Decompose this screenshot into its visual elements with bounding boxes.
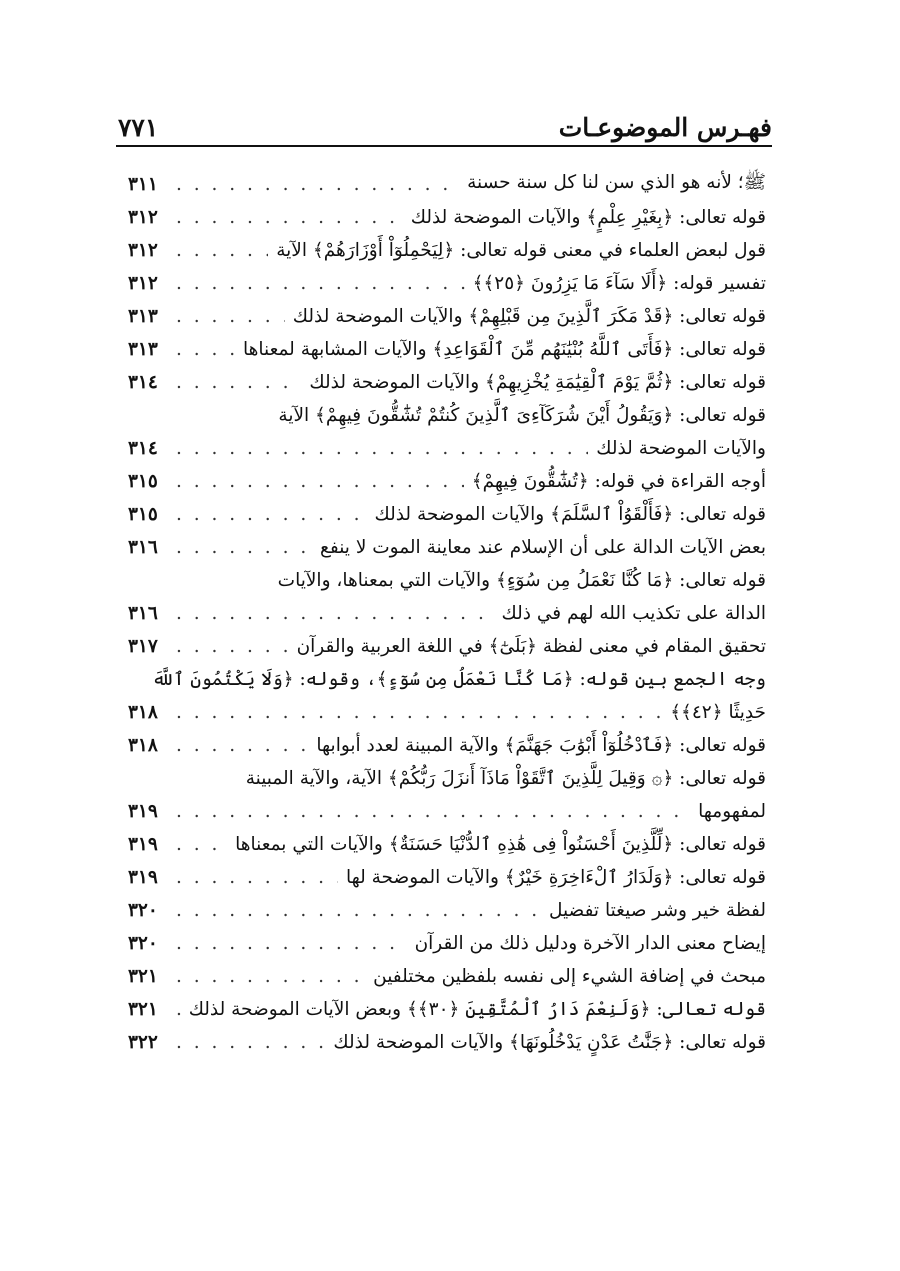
toc-entry	[128, 333, 766, 366]
leader-dots	[176, 603, 494, 624]
toc-entry	[128, 894, 766, 927]
toc-entry-page: ٣٢١	[128, 966, 158, 987]
page-header	[118, 98, 772, 142]
toc-entry-text: قوله تعالى: ﴿مَا كُنَّا نَعْمَلُ مِن سُوٓءٍ﴾ والآيات التي بمعناها، والآيات	[277, 570, 766, 591]
leader-dots	[176, 1032, 325, 1053]
leader-dots	[176, 900, 541, 921]
toc-entry-page: ٣١١	[128, 174, 158, 195]
toc-entry-text: قوله تعالى: ﴿فَأَلْقَوُاْ ٱلسَّلَمَ﴾ والآيات الموضحة لذلك	[374, 504, 766, 525]
toc-entry-page: ٣١٤	[128, 372, 158, 393]
toc-entry	[128, 630, 766, 663]
toc-entry-page: ٣١٢	[128, 240, 158, 261]
toc-entry-page: ٣١٨	[128, 735, 158, 756]
toc-entry-text: تفسير قوله: ﴿أَلَا سَآءَ مَا يَزِرُونَ ﴿٢٥﴾﴾	[472, 273, 766, 294]
toc-entry-text: قوله تعالى: ﴿۞ وَقِيلَ لِلَّذِينَ ٱتَّقَوْاْ مَاذَآ أَنزَلَ رَبُّكُمْ﴾ الآية، والآية المبينة	[245, 768, 766, 789]
leader-dots	[176, 702, 662, 723]
leader-dots	[176, 999, 181, 1020]
toc-entry	[128, 960, 766, 993]
toc-entry-page: ٣١٢	[128, 207, 158, 228]
toc-entry-page: ٣١٩	[128, 801, 158, 822]
leader-dots	[176, 504, 366, 525]
leader-dots	[176, 273, 465, 294]
toc-entry	[128, 366, 766, 399]
toc-entry	[128, 498, 766, 531]
toc-entry	[128, 762, 766, 795]
toc-entry	[128, 267, 766, 300]
toc-entry-text: حَدِيثًا ﴿٤٢﴾﴾	[670, 702, 766, 723]
toc-entry-page: ٣١٦	[128, 603, 158, 624]
toc-entry-text: قوله تعالى: ﴿ثُمَّ يَوْمَ ٱلْقِيَٰمَةِ يُخْزِيهِمْ﴾ والآيات الموضحة لذلك	[309, 372, 766, 393]
toc-entry-text: قوله تعالى: ﴿وَلَنِعْمَ دَارُ ٱلْمُتَّقِينَ ﴿٣٠﴾﴾ وبعض الآيات الموضحة لذلك	[188, 999, 766, 1020]
page-number: ٧٧١	[118, 113, 159, 142]
toc-entry-text: بعض الآيات الدالة على أن الإسلام عند معاينة الموت لا ينفع	[320, 537, 766, 558]
leader-dots	[176, 636, 289, 657]
table-of-contents	[128, 168, 766, 1059]
toc-entry-page: ٣١٤	[128, 438, 158, 459]
leader-dots	[176, 339, 235, 360]
toc-entry-text: قوله تعالى: ﴿جَنَّٰتُ عَدْنٍ يَدْخُلُونَهَا﴾ والآيات الموضحة لذلك	[333, 1032, 766, 1053]
toc-entry-text: قول لبعض العلماء في معنى قوله تعالى: ﴿لِيَحْمِلُوٓاْ أَوْزَارَهُمْ﴾ الآية	[276, 240, 766, 261]
toc-entry-text: قوله تعالى: ﴿وَيَقُولُ أَيْنَ شُرَكَآءِىَ ٱلَّذِينَ كُنتُمْ تُشَٰٓقُّونَ فِيهِمْ﴾ الآية	[278, 405, 766, 426]
toc-entry-page: ٣١٣	[128, 339, 158, 360]
toc-entry-text: الدالة على تكذيب الله لهم في ذلك	[501, 603, 766, 624]
toc-entry	[128, 465, 766, 498]
leader-dots	[176, 207, 403, 228]
toc-entry-text: والآيات الموضحة لذلك	[596, 438, 766, 459]
header-rule	[116, 145, 772, 147]
toc-entry-page: ٣١٩	[128, 867, 158, 888]
toc-entry-text: قوله تعالى: ﴿فَٱدْخُلُوٓاْ أَبْوَٰبَ جَهَنَّمَ﴾ والآية المبينة لعدد أبوابها	[316, 735, 766, 756]
toc-entry-text: قوله تعالى: ﴿فَأَتَى ٱللَّهُ بُنْيَٰنَهُم مِّنَ ٱلْقَوَاعِدِ﴾ والآيات المشابهة لمعناها	[242, 339, 766, 360]
toc-entry	[128, 234, 766, 267]
toc-entry	[128, 300, 766, 333]
toc-entry-page: ٣٢٢	[128, 1032, 158, 1053]
toc-entry-page: ٣١٢	[128, 273, 158, 294]
toc-entry-text: مبحث في إضافة الشيء إلى نفسه بلفظين مختلفين	[373, 966, 766, 987]
toc-entry-page: ٣٢١	[128, 999, 158, 1020]
leader-dots	[176, 933, 407, 954]
toc-entry	[128, 597, 766, 630]
leader-dots	[176, 537, 312, 558]
toc-entry-text: إيضاح معنى الدار الآخرة ودليل ذلك من القرآن	[414, 933, 766, 954]
leader-dots	[176, 867, 338, 888]
leader-dots	[176, 801, 690, 822]
leader-dots	[176, 834, 227, 855]
toc-entry	[128, 696, 766, 729]
toc-entry-page: ٣١٧	[128, 636, 158, 657]
toc-entry-page: ٣١٦	[128, 537, 158, 558]
toc-entry-page: ٣١٩	[128, 834, 158, 855]
toc-entry	[128, 861, 766, 894]
toc-entry	[128, 531, 766, 564]
toc-entry	[128, 828, 766, 861]
toc-entry	[128, 729, 766, 762]
toc-entry-text: قوله تعالى: ﴿لِّلَّذِينَ أَحْسَنُواْ فِى هَٰذِهِ ٱلدُّنْيَا حَسَنَةٌ﴾ والآيات التي بمعناها	[235, 834, 766, 855]
leader-dots	[176, 471, 464, 492]
leader-dots	[176, 966, 365, 987]
toc-entry-text: قوله تعالى: ﴿بِغَيْرِ عِلْمٍ﴾ والآيات الموضحة لذلك	[410, 207, 766, 228]
leader-dots	[176, 174, 459, 195]
page-title: فهـرس الموضوعـات	[558, 113, 772, 142]
toc-entry-page: ٣٢٠	[128, 900, 158, 921]
toc-entry-page: ٣٢٠	[128, 933, 158, 954]
toc-entry	[128, 927, 766, 960]
toc-entry-text: لمفهومها	[698, 801, 766, 822]
leader-dots	[176, 372, 301, 393]
leader-dots	[176, 735, 308, 756]
toc-entry-page: ٣١٥	[128, 471, 158, 492]
leader-dots	[176, 438, 588, 459]
toc-entry-page: ٣١٨	[128, 702, 158, 723]
toc-entry-page: ٣١٣	[128, 306, 158, 327]
toc-entry-text: قوله تعالى: ﴿قَدْ مَكَرَ ٱلَّذِينَ مِن قَبْلِهِمْ﴾ والآيات الموضحة لذلك	[292, 306, 766, 327]
leader-dots	[176, 306, 285, 327]
leader-dots	[176, 240, 268, 261]
toc-entry	[128, 993, 766, 1026]
toc-entry-text: ﷺ؛ لأنه هو الذي سن لنا كل سنة حسنة	[467, 171, 766, 193]
toc-entry	[128, 795, 766, 828]
toc-entry-text: تحقيق المقام في معنى لفظة ﴿بَلَىٰٓ﴾ في اللغة العربية والقرآن	[296, 636, 766, 657]
toc-entry	[128, 1026, 766, 1059]
toc-entry	[128, 564, 766, 597]
toc-entry	[128, 399, 766, 432]
toc-entry-text: قوله تعالى: ﴿وَلَدَارُ ٱلْءَاخِرَةِ خَيْرٌ﴾ والآيات الموضحة لها	[345, 867, 766, 888]
toc-entry	[128, 201, 766, 234]
toc-entry	[128, 663, 766, 696]
toc-entry	[128, 168, 766, 201]
toc-entry	[128, 432, 766, 465]
toc-entry-text: لفظة خير وشر صيغتا تفضيل	[548, 900, 766, 921]
toc-entry-text: أوجه القراءة في قوله: ﴿تُشَٰٓقُّونَ فِيهِمْ﴾	[471, 471, 766, 492]
toc-entry-text: وجه الجمع بين قوله: ﴿مَا كُنَّا نَعْمَلُ مِن سُوٓءٍ﴾، وقوله: ﴿وَلَا يَكْتُمُونَ ٱللَّهَ	[151, 669, 766, 690]
toc-entry-page: ٣١٥	[128, 504, 158, 525]
